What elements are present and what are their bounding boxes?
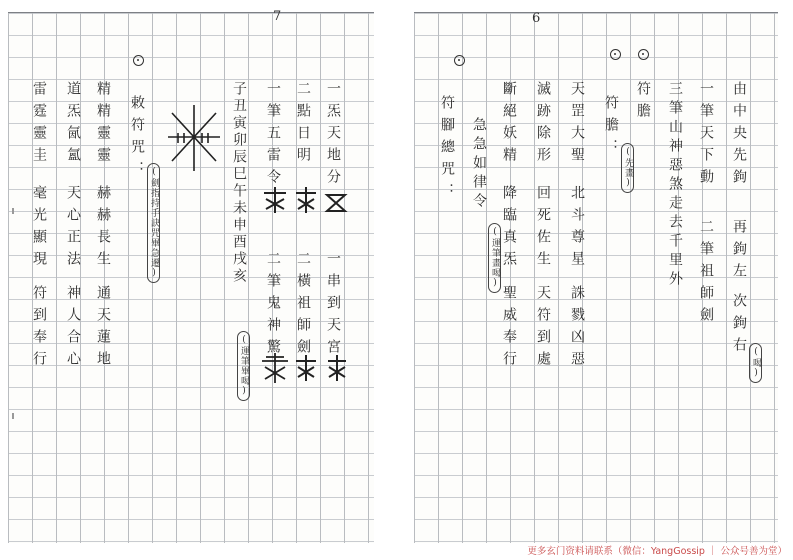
talisman-stroke-icon (324, 191, 348, 215)
talisman-stroke-icon (262, 185, 288, 215)
talisman-stroke-icon (294, 353, 318, 383)
text-column: 赫赫長生 (95, 185, 111, 273)
text-column: 聖威奉行 (501, 285, 517, 373)
text-column: 毫光顯現 (31, 185, 47, 273)
text-column: 符腳總咒： (439, 95, 455, 205)
text-column: 再鉤左 (731, 219, 747, 285)
text-column: 符到奉行 (31, 285, 47, 373)
text-column: 符膽 (635, 81, 651, 125)
text-column: 天心正法 (65, 185, 81, 273)
text-column: 由中央先鉤 (731, 81, 747, 191)
annotation-note: (運筆畫喝) (488, 223, 501, 293)
text-column: 敕符咒： (129, 95, 145, 183)
talisman-stroke-icon (260, 351, 290, 385)
text-column: 神人合心 (65, 285, 81, 373)
text-column: 次鉤右 (731, 293, 747, 359)
book-gutter (374, 12, 414, 542)
talisman-stroke-icon (326, 353, 348, 383)
text-column: 二筆祖師劍 (698, 219, 714, 329)
annotation-note: (先畫) (621, 143, 634, 193)
text-column: 通天蓮地 (95, 285, 111, 373)
text-column: 回死佐生 (535, 185, 551, 273)
annotation-note: (劍指持手訣咒畢急遷) (147, 163, 160, 283)
annotation-note: (運筆畢喝) (237, 331, 250, 401)
text-column: 北斗尊星 (569, 185, 585, 273)
text-column: 一炁天地分 (325, 81, 341, 191)
text-column: 一筆天下動 (698, 81, 714, 191)
text-column: 急急如律令 (471, 117, 487, 212)
circle-marker (638, 49, 649, 60)
text-column: 二橫祖師劍 (295, 251, 311, 361)
page-number-right: 6 (532, 11, 541, 26)
text-column: 滅跡除形 (535, 81, 551, 169)
text-column: 斷絕妖精 (501, 81, 517, 169)
text-column: 二筆鬼神驚 (265, 251, 281, 361)
talisman-glyph-icon (164, 103, 224, 173)
text-column: 子丑寅卯辰巳午未申酉戌亥 (231, 81, 247, 285)
left-page (8, 9, 374, 543)
binding-mark (12, 413, 14, 419)
text-column: 天罡大聖 (569, 81, 585, 169)
text-column: 道炁氤氳 (65, 81, 81, 169)
text-column: 天符到處 (535, 285, 551, 373)
text-column: 一串到天宮 (325, 251, 341, 361)
text-column: 三筆山神惡煞走去千里外 (667, 81, 683, 290)
text-column: 雷霆靈圭 (31, 81, 47, 169)
circle-marker (610, 49, 621, 60)
talisman-stroke-icon (294, 185, 318, 215)
watermark-footer: 更多玄门资料请联系（微信：YangGossip ｜ 公众号善为堂） (527, 546, 787, 557)
text-column: 誅戮凶惡 (569, 285, 585, 373)
page-number-left: 7 (273, 9, 282, 24)
text-column: 精精靈靈 (95, 81, 111, 169)
text-column: 符膽： (603, 95, 619, 161)
text-column: 降臨真炁 (501, 185, 517, 273)
circle-marker (133, 55, 144, 66)
text-column: 二點日明 (295, 81, 311, 169)
annotation-note: (喝) (749, 343, 762, 383)
binding-mark (12, 208, 14, 214)
right-page (414, 12, 778, 543)
text-column: 一筆五雷令 (265, 81, 281, 191)
circle-marker (454, 55, 465, 66)
